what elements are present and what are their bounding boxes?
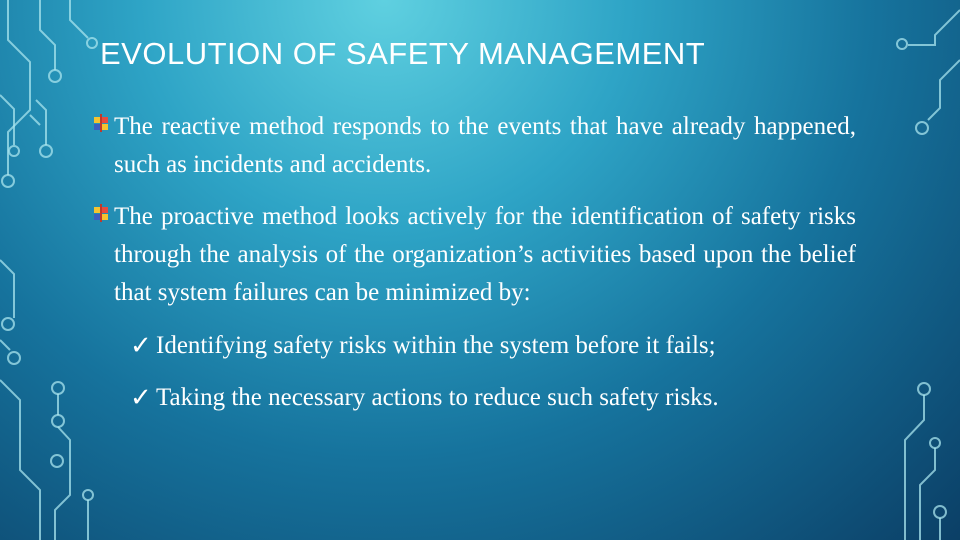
bullet-text: The proactive method looks actively for the identification of safety risks through the analysis of the organization’s activities based upon the belief that system failures can be minimized by: [114, 203, 856, 306]
bullet-item [92, 198, 856, 312]
bullet-item [92, 108, 856, 184]
slide-content [92, 108, 856, 430]
check-mark-icon: ✓ [130, 383, 152, 413]
check-mark-icon: ✓ [130, 331, 152, 361]
sub-bullet-text: Taking the necessary actions to reduce such safety risks. [156, 384, 719, 411]
flag-bullet-icon [92, 114, 110, 132]
flag-bullet-icon [92, 204, 110, 222]
bullet-text: The reactive method responds to the events that have already happened, such as incidents and accidents. [114, 113, 856, 178]
sub-bullet-item [130, 326, 856, 368]
sub-bullet-text: Identifying safety risks within the system before it fails; [156, 332, 716, 359]
sub-bullet-item [130, 378, 856, 420]
sub-bullet-list [92, 326, 856, 420]
slide-title: EVOLUTION OF SAFETY MANAGEMENT [100, 36, 706, 71]
